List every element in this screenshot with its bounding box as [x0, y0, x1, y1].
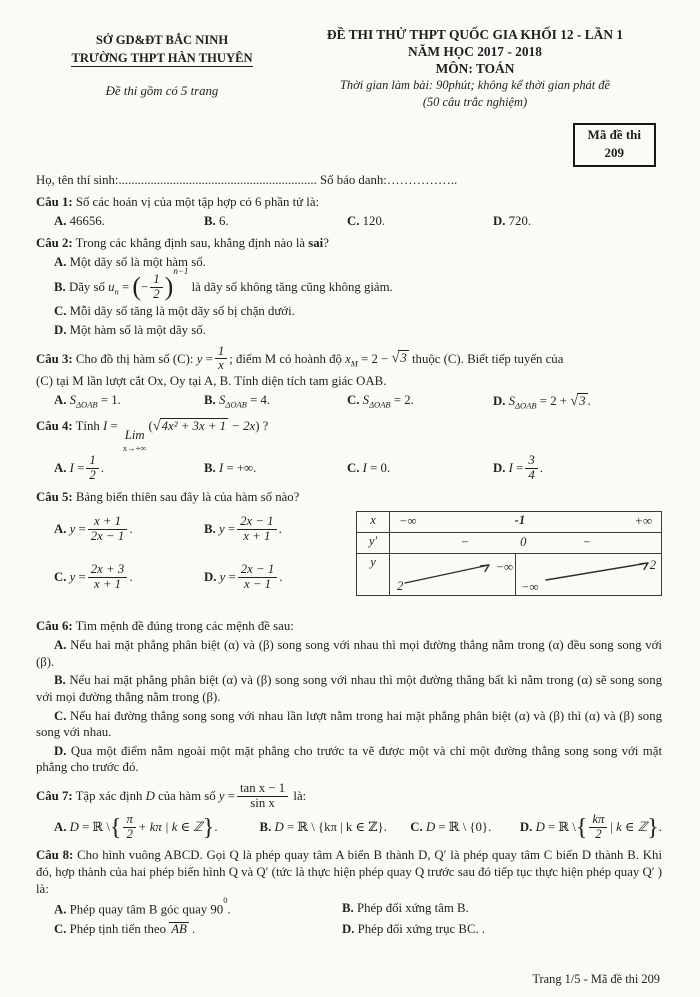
right-paren: ) — [164, 271, 174, 301]
variation-table-row-x — [357, 512, 661, 532]
y-branch-right — [516, 554, 661, 595]
fraction: $\frac{1}{2}$ — [86, 454, 98, 483]
exam-subject: MÔN: TOÁN — [435, 61, 515, 77]
fraction: $\frac{k\pi}{2}$ — [589, 813, 607, 842]
x-left-value: −∞ — [399, 514, 417, 529]
option-d: D. $S_{\Delta OAB} = 2 + √3$ . — [493, 392, 591, 411]
student-name-blank: .............................................................. — [118, 172, 317, 187]
increasing-arrow — [544, 559, 656, 584]
question-8 — [36, 847, 662, 937]
exam-year: NĂM HỌC 2017 - 2018 — [408, 44, 542, 60]
limit-operator: Lim x→+∞ — [122, 428, 147, 453]
option-c: C. $S_{\Delta OAB} = 2$. — [347, 393, 414, 410]
x-right-value: +∞ — [634, 514, 652, 529]
fraction: $\frac{1}{2}$ — [150, 273, 162, 302]
question-8-stem: Câu 8: Cho hình vuông ABCD. Gọi Q là phép quay tâm A biến B thành D, Q′ là phép quay tâm C biến D thành B. Khi đó, hợp thành của hai phép biến hình Q và Q′ (tức là thực hiện phép quay Q trước sau đó tiếp tục thực hiện phép quay Q′ ) là: — [36, 848, 662, 896]
radical: √4x² + 3x + 1 — [152, 418, 227, 435]
question-4-options — [36, 454, 662, 483]
question-7 — [36, 782, 662, 841]
exam-duration: Thời gian làm bài: 90phút; không kể thời gian phát đề — [340, 78, 610, 93]
pages-note: Đề thi gồm có 5 trang — [105, 83, 219, 98]
option-c: C. D = ℝ \ {0}. — [410, 819, 492, 834]
option-b: B. $S_{\Delta OAB} = 4$. — [204, 393, 271, 410]
question-5 — [36, 489, 662, 597]
option-b: B. D = ℝ \ {kπ | k ∈ ℤ}. — [259, 819, 387, 834]
x-mid-value: -1 — [514, 513, 526, 528]
exam-code-row — [36, 123, 656, 166]
question-8-options-row1 — [36, 895, 662, 918]
question-7-options — [36, 813, 662, 842]
option-c: C. 120. — [347, 213, 386, 228]
option-a: A. I = $\frac{1}{2}$ . — [54, 453, 104, 483]
option-d: D. 720. — [493, 213, 532, 228]
option-a: A. y = $\frac{x + 1}{2x - 1}$ . — [54, 514, 133, 543]
var-x-header: x — [357, 512, 390, 532]
option-c: C. Nếu hai đường thẳng song song với nhau lần lượt nằm trong hai mặt phẳng phân biệt (α) và (β) thì (α) và (β) song song với nhau. — [36, 708, 662, 740]
y-left-start: 2 — [397, 579, 404, 594]
y-left-end: −∞ — [495, 560, 514, 575]
question-6-stem: Câu 6: Tìm mệnh đề đúng trong các mệnh đề sau: — [36, 619, 294, 634]
fraction: $\frac{\text{tan x − 1}}{\text{sin x}}$ — [237, 782, 288, 811]
question-3-stem-line2: (C) tại M lần lượt cắt Ox, Oy tại A, B. Tính diện tích tam giác OAB. — [36, 374, 387, 389]
option-b: B. y = $\frac{2x - 1}{x + 1}$ . — [204, 514, 282, 543]
question-7-stem: Câu 7: Tập xác định D của hàm số y = $\frac{\text{tan x − 1}}{\text{sin x}}$ là: — [36, 781, 307, 810]
question-1-stem: Câu 1: Số các hoán vị của một tập hợp có 6 phần tử là: — [36, 195, 320, 210]
variation-table-row-yprime — [357, 532, 661, 553]
left-brace: { — [575, 814, 588, 841]
question-1-options — [36, 213, 662, 230]
exam-format: (50 câu trắc nghiệm) — [422, 94, 528, 109]
question-3-stem: Câu 3: Cho đồ thị hàm số (C): y = $\frac{1}{x}$ ; điểm M có hoành độ $x_M = 2 - √3$ thuộc (C). Biết tiếp tuyến của — [36, 343, 564, 373]
question-3 — [36, 345, 662, 412]
exam-code-label: Mã đề thi — [587, 127, 641, 143]
question-4-stem: Câu 4: Tính I = Lim x→+∞ (√4x² + 3x + 1 − 2x) ? — [36, 418, 269, 453]
option-b: B. Nếu hai mặt phẳng phân biệt (α) và (β) song song với nhau thì một đường thẳng bất kì nằm trong (α) sẽ song song với mọi đường thẳng nằm trong (β). — [36, 673, 662, 704]
option-a: A. Một dãy số là một hàm số. — [54, 255, 206, 270]
y-right-start: −∞ — [521, 580, 539, 595]
question-5-stem: Câu 5: Bảng biến thiên sau đây là của hàm số nào? — [36, 489, 300, 504]
vector-ab: AB — [171, 922, 187, 937]
option-d: D. Một hàm số là một dãy số. — [54, 322, 206, 337]
option-a: A. Nếu hai mặt phẳng phân biệt (α) và (β) song song với nhau thì mọi đường thẳng nằm trong (α) đều song song với (β). — [36, 638, 662, 669]
department-name: SỞ GD&ĐT BẮC NINH — [95, 33, 229, 47]
school-name: TRƯỜNG THPT HÀN THUYÊN — [71, 51, 253, 66]
option-a: A. $S_{\Delta OAB} = 1$. — [54, 393, 121, 410]
student-info-line — [36, 172, 662, 189]
question-4 — [36, 417, 662, 482]
yprime-left-sign: − — [460, 535, 469, 550]
yprime-mid-value: 0 — [520, 535, 527, 550]
right-brace: } — [647, 814, 659, 841]
fraction: $\frac{1}{x}$ — [215, 345, 227, 374]
fraction: $\frac{2x - 1}{x + 1}$ — [237, 515, 277, 544]
question-2-stem: Câu 2: Trong các khẳng định sau, khẳng định nào là sai? — [36, 236, 329, 251]
exam-header — [36, 26, 662, 110]
option-a: A. 46656. — [54, 213, 105, 228]
option-b: B. I = +∞. — [204, 461, 257, 476]
fraction: $\frac{3}{4}$ — [525, 454, 537, 483]
variation-table — [356, 511, 662, 596]
question-1 — [36, 194, 662, 229]
option-d: D. y = $\frac{2x - 1}{x - 1}$ . — [204, 562, 283, 591]
option-d: D. Phép đối xứng trục BC. . — [342, 922, 486, 937]
fraction: $\frac{2x + 3}{x + 1}$ — [88, 563, 128, 592]
option-b: B. 6. — [204, 213, 229, 228]
option-b: B. Phép đối xứng tâm B. — [342, 901, 469, 916]
radical: √3 — [570, 392, 586, 409]
fraction: $\frac{2x - 1}{x - 1}$ — [238, 563, 278, 592]
exam-code-box — [573, 123, 656, 166]
student-name-label: Họ, tên thí sinh: — [36, 172, 119, 187]
question-6 — [36, 618, 662, 776]
option-c: C. Mỗi dãy số tăng là một dãy số bị chặn dưới. — [54, 304, 295, 319]
radical: √3 — [391, 350, 407, 367]
page-footer: Trang 1/5 - Mã đề thi 209 — [532, 971, 660, 986]
variation-table-row-y — [357, 553, 661, 595]
option-c: C. I = 0. — [347, 461, 391, 476]
question-8-options-row2 — [36, 921, 662, 938]
fraction: $\frac{x + 1}{2x - 1}$ — [88, 515, 128, 544]
var-yprime-header: y′ — [357, 533, 390, 553]
option-a: A. Phép quay tâm B góc quay $90^0$. — [54, 895, 231, 917]
right-brace: } — [202, 814, 215, 841]
exam-code-value: 209 — [604, 145, 625, 161]
option-d: D. Qua một điểm nằm ngoài một mặt phẳng cho trước ta vẽ được một và chỉ một đường thẳng song song với mặt phẳng cho trước đó. — [36, 743, 662, 775]
student-id-blank: …………….. — [386, 172, 458, 187]
fraction: $\frac{\pi}{2}$ — [123, 813, 135, 842]
exam-title: ĐỀ THI THỬ THPT QUỐC GIA KHỐI 12 - LẦN 1 — [326, 27, 624, 42]
option-a: A. D = ℝ \{ $\frac{\pi}{2}$ + kπ | k ∈ ℤ}. — [54, 811, 218, 841]
option-c: C. Phép tịnh tiến theo AB . — [54, 922, 196, 937]
left-paren: ( — [132, 271, 142, 301]
var-y-header: y — [357, 554, 390, 595]
option-b: B. Dãy số $u_n$ = (− $\frac{1}{2}$ )$^{n-1}$ là dãy số không tăng cũng không giảm. — [54, 266, 393, 301]
question-5-body — [36, 510, 662, 596]
question-5-options — [54, 510, 348, 596]
title-block — [288, 26, 662, 110]
option-d: D. I = $\frac{3}{4}$ . — [493, 453, 543, 483]
question-2 — [36, 235, 662, 338]
increasing-arrow — [403, 560, 503, 586]
yprime-right-sign: − — [582, 535, 591, 550]
option-d: D. D = ℝ \{ $\frac{k\pi}{2}$ | k ∈ ℤ}. — [519, 811, 662, 841]
student-id-label: Số báo danh: — [320, 172, 387, 187]
question-3-options — [36, 392, 662, 412]
y-branch-left — [390, 554, 516, 595]
option-c: C. y = $\frac{2x + 3}{x + 1}$ . — [54, 562, 133, 591]
issuer-block — [36, 26, 288, 110]
y-right-end: 2 — [649, 558, 656, 573]
left-brace: { — [109, 814, 122, 841]
